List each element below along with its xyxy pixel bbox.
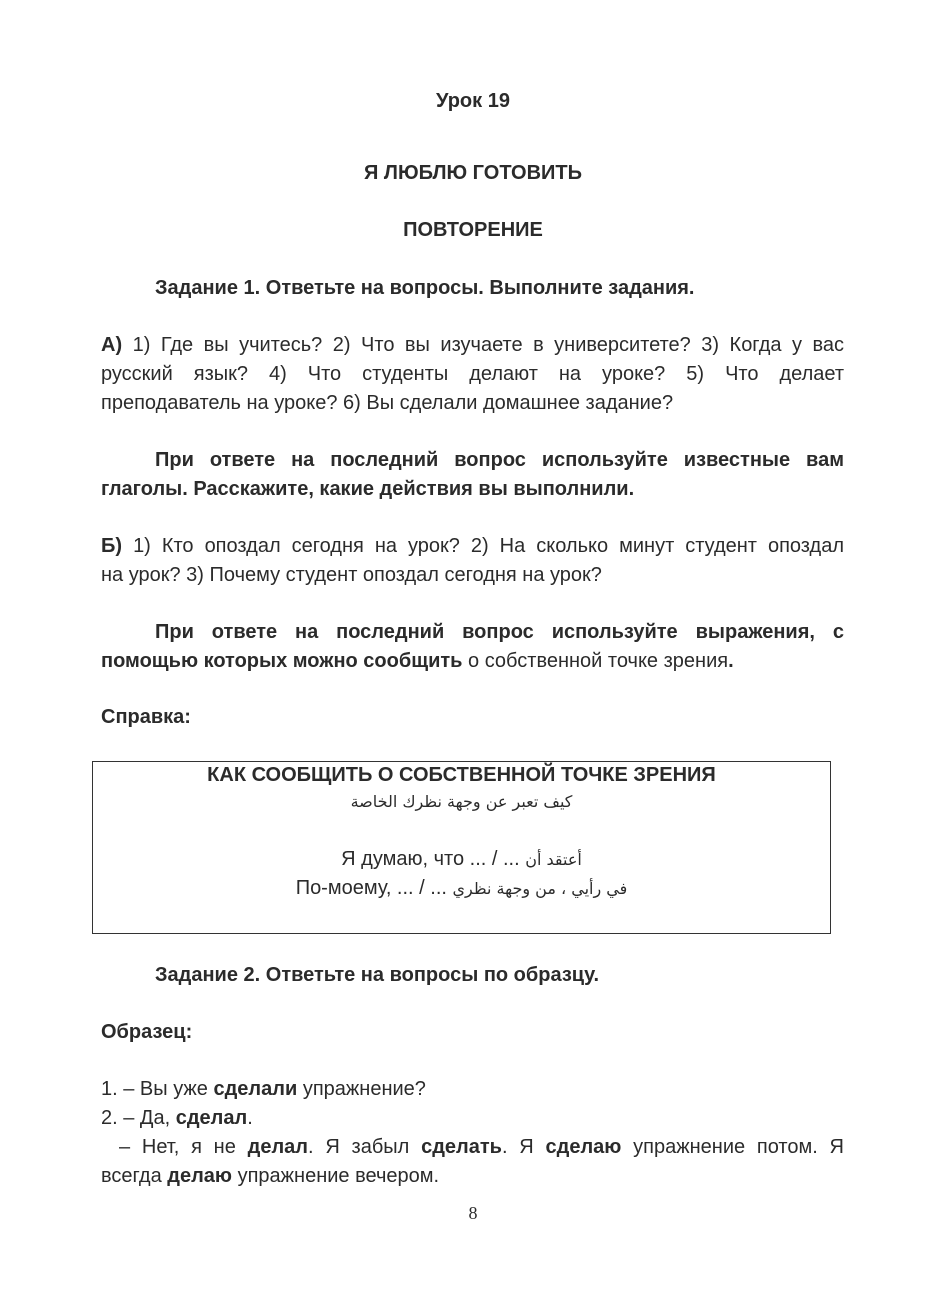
task1-note-a <box>101 446 844 504</box>
note-b-line1: При ответе на последний вопрос используйте выражения, с <box>155 621 844 643</box>
task1-note-b <box>101 618 844 676</box>
sample-label: Образец: <box>101 1021 193 1043</box>
task2-heading: Задание 2. Ответьте на вопросы по образцу. <box>155 964 599 986</box>
reference-phrase-1 <box>93 848 830 871</box>
task1-part-a <box>101 331 844 418</box>
part-a-line1: 1) Где вы учитесь? 2) Что вы изучаете в университете? 3) Когда у вас <box>132 334 844 356</box>
q2-text-a: 2. – Да, <box>101 1107 176 1129</box>
q3-text-j: упражнение вечером. <box>232 1165 440 1187</box>
part-b-label: Б) <box>101 535 123 557</box>
task1-part-b <box>101 532 844 590</box>
q2-verb: сделал <box>175 1107 248 1129</box>
phrase-2-arabic: في رأيي ، من وجهة نظري <box>452 879 628 898</box>
part-b-line2: на урок? 3) Почему студент опоздал сегодня на урок? <box>101 564 602 586</box>
phrase-1-arabic: أعتقد أن <box>525 850 582 869</box>
q2-text-c: . <box>247 1107 253 1129</box>
reference-box <box>92 761 831 934</box>
reference-box-title-arabic: كيف تعبر عن وجهة نظرك الخاصة <box>350 792 573 811</box>
q3-verb-3: сделаю <box>545 1136 622 1158</box>
part-a-line2: русский язык? 4) Что студенты делают на уроке? 5) Что делает <box>101 363 844 385</box>
task1-heading: Задание 1. Ответьте на вопросы. Выполните задания. <box>155 277 695 299</box>
reference-box-title: КАК СООБЩИТЬ О СОБСТВЕННОЙ ТОЧКЕ ЗРЕНИЯ <box>207 764 716 786</box>
phrase-2-russian: По-моему, ... / ... <box>295 877 447 899</box>
sample-dialogue <box>101 1075 844 1191</box>
phrase-1-russian: Я думаю, что ... / ... <box>341 848 520 870</box>
q1-text-a: 1. – Вы уже <box>101 1078 214 1100</box>
reference-label: Справка: <box>101 706 191 728</box>
note-b-line2-regular: о собственной точке зрения <box>462 650 729 672</box>
q3-verb-2: сделать <box>421 1136 502 1158</box>
lesson-title: Я ЛЮБЛЮ ГОТОВИТЬ <box>364 162 582 184</box>
q3-text-h: всегда <box>101 1165 168 1187</box>
q3-text-c: . Я забыл <box>307 1136 422 1158</box>
sample-line-4 <box>101 1162 844 1191</box>
sample-line-1 <box>101 1075 844 1104</box>
q3-verb-4: делаю <box>167 1165 233 1187</box>
reference-phrase-2 <box>93 877 830 900</box>
q3-text-g: упражнение потом. Я <box>621 1136 844 1158</box>
note-b-line2-bold: помощью которых можно сообщить <box>101 650 463 672</box>
q1-verb: сделали <box>213 1078 298 1100</box>
page-number: 8 <box>468 1203 478 1223</box>
q3-text-a: – Нет, я не <box>119 1136 248 1158</box>
q3-text-e: . Я <box>501 1136 546 1158</box>
q3-verb-1: делал <box>247 1136 308 1158</box>
part-a-label: А) <box>101 334 123 356</box>
sample-line-2 <box>101 1104 844 1133</box>
note-b-line2-end: . <box>728 650 734 672</box>
part-b-line1: 1) Кто опоздал сегодня на урок? 2) На сколько минут студент опоздал <box>133 535 845 557</box>
part-a-line3: преподаватель на уроке? 6) Вы сделали домашнее задание? <box>101 392 674 414</box>
lesson-number: Урок 19 <box>436 90 510 112</box>
section-title: ПОВТОРЕНИЕ <box>403 219 543 241</box>
note-a-line2: глаголы. Расскажите, какие действия вы выполнили. <box>101 478 635 500</box>
q1-text-c: упражнение? <box>297 1078 426 1100</box>
sample-line-3 <box>101 1133 844 1162</box>
note-a-line1: При ответе на последний вопрос используйте известные вам <box>155 449 844 471</box>
